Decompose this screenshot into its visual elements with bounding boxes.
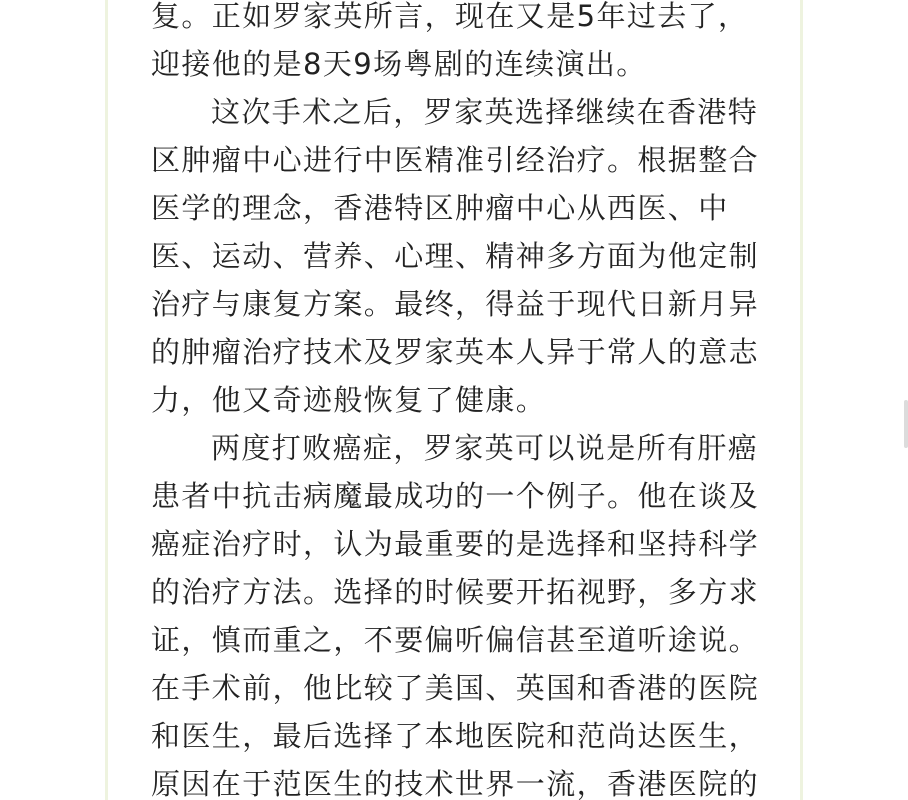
- paragraph-start-line: 这次手术之后，罗家英选择继续在香港特: [211, 95, 759, 129]
- article-line: 的肿瘤治疗技术及罗家英本人异于常人的意志: [151, 335, 760, 369]
- article-line: 的治疗方法。选择的时候要开拓视野，多方求: [151, 575, 760, 609]
- article-line: 治疗与康复方案。最终，得益于现代日新月异: [151, 287, 760, 321]
- article-line: 医学的理念，香港特区肿瘤中心从西医、中: [151, 191, 729, 225]
- article-line: 患者中抗击病魔最成功的一个例子。他在谈及: [151, 479, 760, 513]
- article-line: 迎接他的是8天9场粤剧的连续演出。: [151, 47, 647, 81]
- article-line: 癌症治疗时，认为最重要的是选择和坚持科学: [151, 527, 760, 561]
- article-line: 原因在于范医生的技术世界一流，香港医院的: [151, 767, 760, 800]
- paragraph-start-line: 两度打败癌症，罗家英可以说是所有肝癌: [211, 431, 759, 465]
- article-line: 和医生，最后选择了本地医院和范尚达医生，: [151, 719, 760, 753]
- article-card: [105, 0, 803, 800]
- article-line: 在手术前，他比较了美国、英国和香港的医院: [151, 671, 760, 705]
- article-line: 复。正如罗家英所言，现在又是5年过去了，: [151, 0, 749, 33]
- article-line: 力，他又奇迹般恢复了健康。: [151, 383, 547, 417]
- article-line: 医、运动、营养、心理、精神多方面为他定制: [151, 239, 760, 273]
- article-line: 证，慎而重之，不要偏听偏信甚至道听途说。: [151, 623, 760, 657]
- scroll-edge-marker[interactable]: [904, 400, 908, 448]
- article-body: [151, 0, 771, 800]
- article-line: 区肿瘤中心进行中医精准引经治疗。根据整合: [151, 143, 760, 177]
